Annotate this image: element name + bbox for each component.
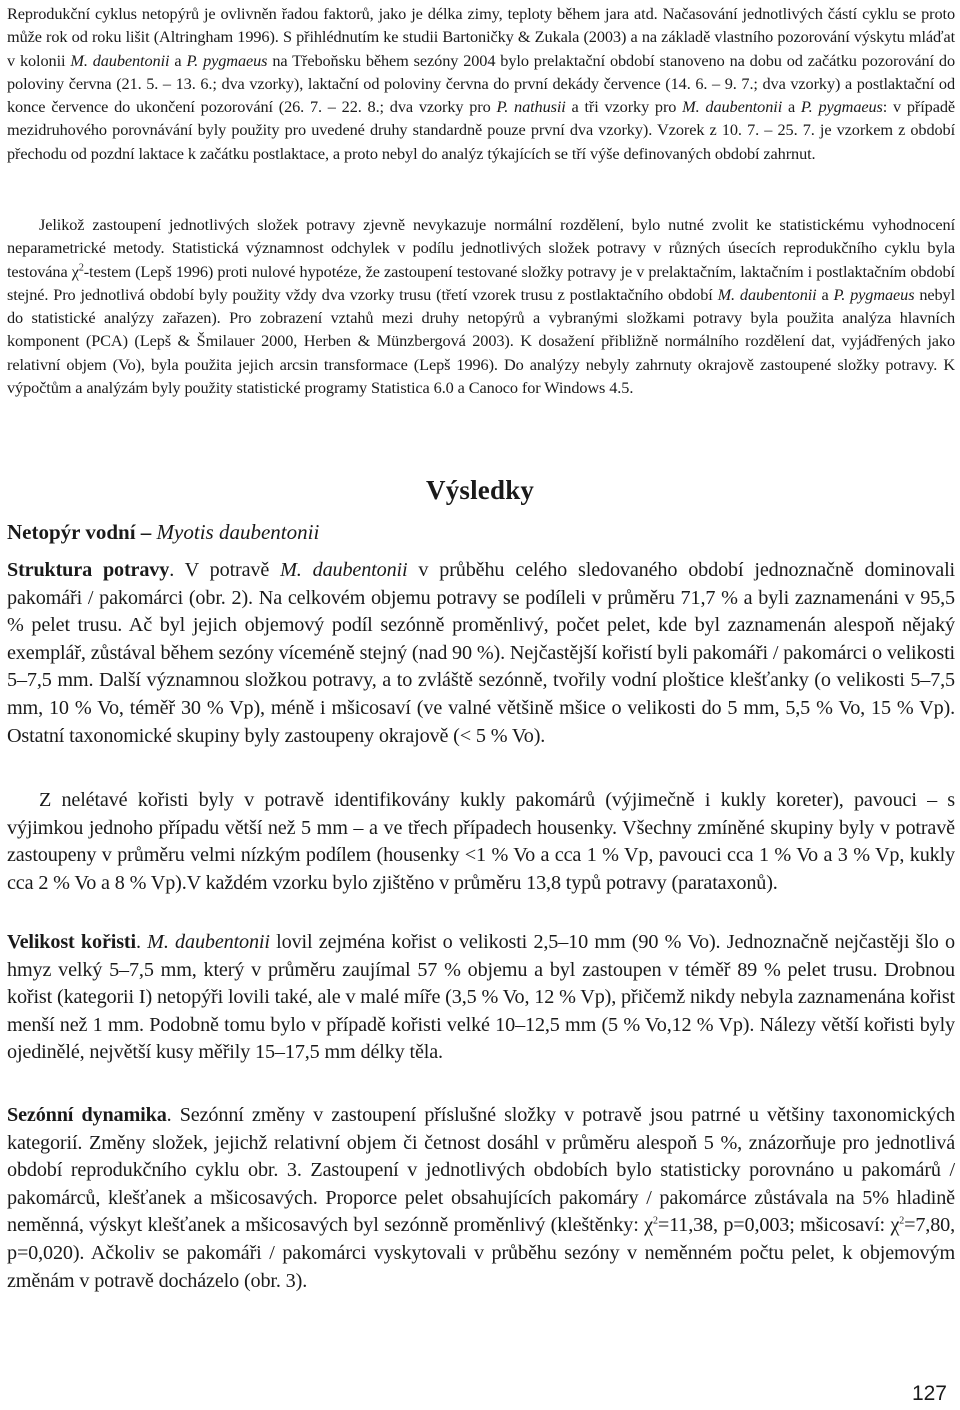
run-in-heading: Velikost kořisti	[7, 931, 136, 953]
text-run: Reprodukční cyklus netopýrů je ovlivněn řadou faktorů, jako je délka zimy, teploty během jara atd. Načasování jednotlivých částí cyklu se proto může rok od roku lišit (Altringham 1996). S přihlédnutím ke studii Bartoničky & Zukala (2003) a na základě vlastního pozorování výskytu mláďat v kolonii	[7, 4, 955, 70]
species-name: M. daubentonii	[682, 97, 783, 117]
species-name: P. pygmaeus	[833, 284, 915, 304]
text-run: nebyl do statistické analýzy zařazen). Pro zobrazení vztahů mezi druhy netopýrů a vybranými složkami potravy byla použita analýza hlavních komponent (PCA) (Lepš & Šmilauer 2000, Herben & Münzbergová 2003). K dosažení přibližně normálního rozdělení dat, vyjádřených jako relativní objem (Vo), byla použita jejich arcsin transformace (Lepš 1996). Do analýzy nebyly zahrnuty okrajově zastoupené složky potravy. K výpočtům a analýzám byly použity statistické programy Statistica 6.0 a Canoco for Windows 4.5.	[7, 284, 956, 398]
species-name: M. daubentonii	[70, 50, 170, 70]
text-run: lovil zejména kořist o velikosti 2,5–10 mm (90 % Vo). Jednoznačně nejčastěji šlo o hmyz velký 5–7,5 mm, který v průměru zaujímal 57 % objemu a byl zastoupen v téměř 89 % pelet trusu. Drobnou kořist (kategorii I) netopýři lovili také, ale v malé míře (3,5 % Vo, 12 % Vp), přičemž nikdy nebyla zaznamenána kořist menší než 1 mm. Podobně tomu bylo v případě kořisti velké 10–12,5 mm (5 % Vo,12 % Vp). Nálezy větší kořisti byly ojedinělé, největší kusy měřily 15–17,5 mm délky těla.	[7, 931, 955, 1064]
text-run: a	[169, 50, 187, 70]
species-name: Myotis daubentonii	[156, 520, 320, 544]
superscript: 2	[899, 1215, 905, 1227]
species-name: M. daubentonii	[147, 931, 270, 953]
text-run: na Třeboňsku během sezóny 2004 bylo prelaktační období stanoveno na dobu od začátku pozorování do poloviny června (21. 5. – 13. 6.; dva vzorky), laktační od poloviny června do první dekády července (14. 6. – 9. 7.; dva vzorky) a postlaktační od konce července do ukončení pozorování (26. 7. – 22. 8.; dva vzorky pro	[7, 50, 955, 117]
subheading-prefix: Netopýr vodní –	[7, 520, 157, 544]
text-run: a	[782, 97, 801, 117]
paragraph-non-flying-prey	[7, 787, 955, 897]
superscript: 2	[78, 262, 84, 274]
page-number: 127	[911, 1382, 947, 1405]
text-run: -testem (Lepš 1996) proti nulové hypotéze, že zastoupení testované složky potravy je v prelaktačním, laktačním i postlaktačním období stejné. Pro jednotlivá období byly použity vždy dva vzorky trusu (třetí vzorek trusu z postlaktačního období	[7, 261, 955, 304]
paragraph-reproductive-cycle	[7, 2, 955, 165]
species-name: P. nathusii	[496, 97, 566, 117]
text-run: a	[816, 284, 834, 304]
text-run: . Sezónní změny v zastoupení příslušné složky v potravě jsou patrné u většiny taxonomických kategorií. Změny složek, jejichž relativní objem či četnost dosáhl v průměru alespoň 5 %, znázorňuje pro jednotlivá období reprodukčního cyklu obr. 3. Zastoupení v jednotlivých obdobích bylo statisticky porovnáno u pakomárů / pakomárců, klešťanek a mšicosavých. Proporce pelet obsahujících pakomáry / pakomárce zůstávala na 5% hladině neměnná, výskyt klešťanek a mšicosavých byl sezónně proměnlivý (kleštěnky: χ	[7, 1104, 955, 1237]
text-run: . V potravě	[169, 559, 281, 581]
species-name: M. daubentonii	[717, 284, 817, 304]
text-run: a tři vzorky pro	[565, 97, 683, 117]
text-run: v průběhu celého sledovaného období jednoznačně dominovali pakomáři / pakomárci (obr. 2). Na celkovém objemu potravy se podíleli v průměru 71,7 % a byli zaznamenáni v 95,5 % pelet trusu. Ač byl jejich objemový podíl sezónně proměnlivý, počet pelet, kde byl zaznamenán alespoň nějaký exemplář, zůstával během sezóny víceméně stejný (nad 90 %). Nejčastější kořistí byli pakomáři / pakomárci o velikosti 5–7,5 mm. Další významnou složkou potravy, a to zvláště sezónně, tvořily vodní ploštice klešťanky (o velikosti 5–7,5 mm, 10 % Vo, téměř 30 % Vp), méně i mšicosaví (ve valné většině mšice o velikosti do 5 mm, 5,5 % Vo, 15 % Vp). Ostatní taxonomické skupiny byly zastoupeny okrajově (< 5 % Vo).	[7, 559, 955, 747]
run-in-heading: Struktura potravy	[7, 559, 170, 581]
text-run: .	[135, 931, 148, 953]
text-run: : v případě mezidruhového porovnávání byly použity pro uvedené druhy standardně pouze první dva vzorky). Vzorek z 10. 7. – 25. 7. je vzorkem z období přechodu od pozdní laktace k začátku postlaktace, a proto nebyl do analýz týkajících se tří výše definovaných období zahrnut.	[7, 97, 956, 163]
section-heading: Výsledky	[426, 475, 535, 505]
text-run: Z nelétavé kořisti byly v potravě identifikovány kukly pakomárů (výjimečně i kukly koreter), pavouci – s výjimkou jednoho případu větší než 5 mm – a ve třech případech housenky. Všechny zmíněné skupiny byly v potravě zastoupeny v průměru velmi nízkým podílem (housenky <1 % Vo a cca 1 % Vp, pavouci cca 1 % Vo a 3 % Vp, kukly cca 2 % Vo a 8 % Vp).V každém vzorku bylo zjištěno v průměru 13,8 typů potravy (parataxonů).	[7, 789, 955, 894]
paragraph-seasonal-dynamics	[7, 1102, 955, 1295]
run-in-heading: Sezónní dynamika	[7, 1104, 167, 1126]
species-name: P. pygmaeus	[800, 97, 883, 117]
paragraph-diet-structure	[7, 557, 955, 750]
paragraph-prey-size	[7, 929, 955, 1067]
species-subheading	[7, 520, 319, 545]
species-name: P. pygmaeus	[186, 50, 268, 70]
superscript: 2	[652, 1215, 658, 1227]
paragraph-statistics	[7, 213, 955, 399]
text-run: =7,80, p=0,020). Ačkoliv se pakomáři / pakomárci vyskytovali v průběhu sezóny v neměnném počtu pelet, k objemovým změnám v potravě docházelo (obr. 3).	[7, 1214, 955, 1292]
text-run: =11,38, p=0,003; mšicosaví: χ	[657, 1214, 900, 1237]
text-run: Jelikož zastoupení jednotlivých složek potravy zjevně nevykazuje normální rozdělení, bylo nutné zvolit ke statistickému vyhodnocení neparametrické metody. Statistická významnost odchylek v podílu jednotlivých složek potravy v různých úsecích reprodukčního cyklu byla testována χ	[7, 215, 955, 281]
species-name: M. daubentonii	[280, 559, 408, 581]
